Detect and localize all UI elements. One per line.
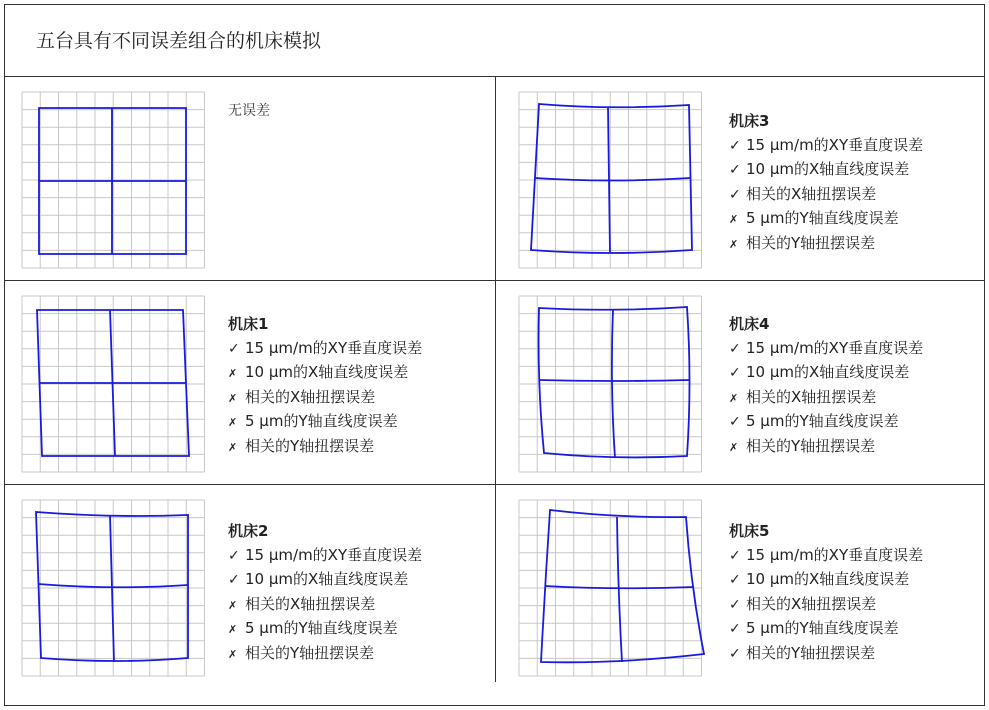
- check-icon: ✓: [729, 365, 741, 381]
- check-icon: ✓: [228, 340, 240, 357]
- criterion-text: 相关的X轴扭摆误差: [746, 387, 877, 406]
- check-icon: ✓: [729, 547, 741, 564]
- deformation-grid-svg: [517, 90, 707, 270]
- deformation-grid-svg: [20, 498, 210, 678]
- criterion-text: 15 µm/m的XY垂直度误差: [746, 338, 924, 357]
- cell-machine-1: [228, 313, 422, 459]
- cross-icon: ✗: [228, 367, 238, 380]
- check-icon: ✓: [228, 547, 240, 564]
- machine-title: 机床3: [729, 112, 770, 130]
- grid-plot-no-error: [20, 90, 210, 270]
- criterion-item: [729, 183, 923, 208]
- criterion-text: 相关的Y轴扭摆误差: [746, 233, 876, 252]
- criterion-item: [729, 134, 923, 159]
- check-icon: ✓: [729, 137, 741, 154]
- cross-icon: ✗: [228, 647, 238, 661]
- criterion-text: 相关的X轴扭摆误差: [746, 184, 877, 203]
- cross-icon: ✗: [228, 598, 238, 612]
- check-icon: ✓: [729, 645, 741, 662]
- criterion-text: 5 µm的Y轴直线度误差: [245, 619, 398, 637]
- machine-title: 机床2: [228, 522, 269, 540]
- reference-grid: [22, 92, 205, 268]
- cross-icon: ✗: [228, 391, 238, 405]
- criterion-item: [729, 568, 923, 593]
- cell-machine-3: [729, 110, 923, 256]
- cross-icon: ✗: [729, 440, 739, 454]
- criterion-item: [228, 568, 422, 593]
- column-divider: [495, 76, 496, 682]
- criterion-text: 15 µm/m的XY垂直度误差: [245, 545, 423, 564]
- criterion-item: [729, 544, 923, 569]
- check-icon: ✓: [729, 414, 741, 430]
- criterion-item: [729, 386, 923, 411]
- criterion-item: [729, 617, 923, 642]
- check-icon: ✓: [729, 340, 741, 357]
- criterion-text: 相关的X轴扭摆误差: [746, 594, 877, 613]
- criterion-item: [729, 642, 923, 667]
- cell-machine-2: [228, 520, 422, 666]
- deformed-midline-horizontal: [539, 380, 689, 381]
- criterion-text: 相关的Y轴扭摆误差: [245, 436, 375, 455]
- cross-icon: ✗: [228, 440, 238, 454]
- criterion-item: [228, 435, 422, 460]
- deformation-grid-svg: [20, 294, 210, 474]
- check-icon: ✓: [729, 596, 741, 613]
- check-icon: ✓: [729, 162, 741, 178]
- check-icon: ✓: [729, 621, 741, 637]
- cross-icon: ✗: [228, 416, 238, 429]
- criterion-text: 5 µm的Y轴直线度误差: [746, 619, 899, 637]
- deformation-grid-svg: [517, 498, 707, 678]
- machine-title: 机床5: [729, 522, 770, 540]
- grid-plot-machine-4: [517, 294, 707, 474]
- check-icon: ✓: [729, 572, 741, 588]
- criterion-item: [729, 361, 923, 386]
- grid-plot-machine-3: [517, 90, 707, 270]
- cell-machine-4: [729, 313, 923, 459]
- grid-plot-machine-2: [20, 498, 210, 678]
- criterion-text: 相关的X轴扭摆误差: [245, 387, 376, 406]
- cross-icon: ✗: [228, 623, 238, 636]
- deformed-midline-vertical: [617, 517, 622, 662]
- criterion-item: [729, 337, 923, 362]
- cross-icon: ✗: [729, 391, 739, 405]
- criterion-item: [228, 337, 422, 362]
- criterion-text: 5 µm的Y轴直线度误差: [746, 209, 899, 227]
- criterion-text: 5 µm的Y轴直线度误差: [245, 412, 398, 430]
- criterion-text: 相关的Y轴扭摆误差: [746, 436, 876, 455]
- check-icon: ✓: [729, 186, 741, 203]
- cross-icon: ✗: [729, 237, 739, 251]
- criterion-text: 相关的Y轴扭摆误差: [746, 643, 876, 662]
- criterion-text: 15 µm/m的XY垂直度误差: [746, 545, 924, 564]
- grid-plot-machine-5: [517, 498, 707, 678]
- criterion-item: [228, 544, 422, 569]
- deformed-midline-horizontal: [535, 178, 690, 181]
- criterion-item: [228, 642, 422, 667]
- criterion-item: [228, 386, 422, 411]
- criterion-item: [228, 410, 422, 435]
- deformation-grid-svg: [20, 90, 210, 270]
- criterion-text: 10 µm的X轴直线度误差: [746, 160, 910, 178]
- criterion-item: [729, 435, 923, 460]
- cross-icon: ✗: [729, 213, 739, 226]
- deformation-grid-svg: [517, 294, 707, 474]
- criterion-text: 15 µm/m的XY垂直度误差: [245, 338, 423, 357]
- criterion-item: [228, 617, 422, 642]
- criterion-item: [729, 410, 923, 435]
- machine-title: 机床1: [228, 315, 269, 333]
- criterion-text: 10 µm的X轴直线度误差: [245, 363, 409, 381]
- criterion-text: 10 µm的X轴直线度误差: [245, 570, 409, 588]
- criterion-item: [729, 207, 923, 232]
- criterion-item: [729, 232, 923, 257]
- criterion-text: 10 µm的X轴直线度误差: [746, 363, 910, 381]
- cell-no-error: [228, 100, 270, 124]
- reference-grid: [519, 296, 702, 472]
- cell-label: 无误差: [228, 103, 270, 119]
- criterion-text: 相关的Y轴扭摆误差: [245, 643, 375, 662]
- criterion-text: 5 µm的Y轴直线度误差: [746, 412, 899, 430]
- page-title: 五台具有不同误差组合的机床模拟: [36, 30, 322, 52]
- criterion-text: 10 µm的X轴直线度误差: [746, 570, 910, 588]
- grid-plot-machine-1: [20, 294, 210, 474]
- machine-title: 机床4: [729, 315, 770, 333]
- criterion-item: [729, 593, 923, 618]
- cell-machine-5: [729, 520, 923, 666]
- criterion-item: [228, 361, 422, 386]
- criterion-item: [228, 593, 422, 618]
- criterion-text: 15 µm/m的XY垂直度误差: [746, 135, 924, 154]
- criterion-text: 相关的X轴扭摆误差: [245, 594, 376, 613]
- check-icon: ✓: [228, 572, 240, 588]
- criterion-item: [729, 158, 923, 183]
